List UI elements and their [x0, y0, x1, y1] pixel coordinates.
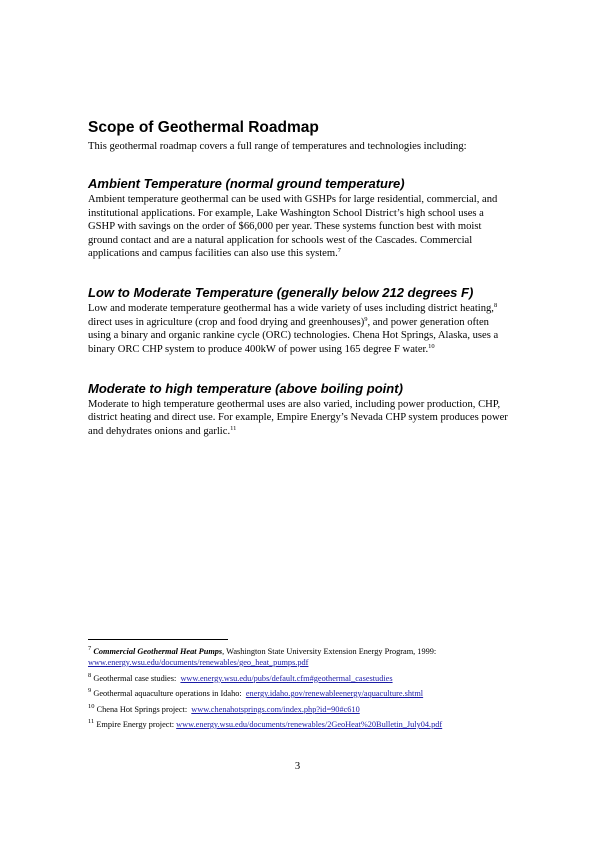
page-number: 3: [294, 761, 301, 772]
footnote-text: , Washington State University Extension Energy Program, 1999:: [222, 647, 437, 656]
footnote-link[interactable]: energy.idaho.gov/renewableenergy/aquaculture.shtml: [245, 689, 424, 698]
section-heading-moderate-high: Moderate to high temperature (above boiling point): [88, 381, 403, 397]
section-text: direct uses in agriculture (crop and food drying and greenhouses): [88, 316, 365, 328]
footnote-ref[interactable]: 8: [493, 302, 498, 310]
page-title: Scope of Geothermal Roadmap: [88, 119, 319, 136]
footnote-item: [88, 646, 518, 668]
section-body-low-moderate: [88, 302, 508, 356]
footnote-ref[interactable]: 11: [230, 424, 237, 432]
footnote-number: 7: [88, 645, 92, 652]
footnote-item: [88, 704, 518, 715]
main-content: [88, 119, 508, 438]
footnote-divider: [88, 639, 228, 640]
footnote-item: [88, 673, 518, 684]
footnote-ref[interactable]: 9: [364, 315, 368, 323]
section-text: Ambient temperature geothermal can be used with GSHPs for large residential, commercial, and institutional applications. For example, Lake Washington School District’s high school uses a GSHP with savings on the order of $66,000 per year. These systems function best with moist ground contact and are a natural application for schools west of the Cascades. Commercial applications and campus facilities can also use this system.: [88, 194, 498, 260]
footnote-number: 9: [88, 687, 92, 694]
section-text: Low and moderate temperature geothermal has a wide variety of uses including district heating,: [88, 303, 494, 315]
intro-paragraph: This geothermal roadmap covers a full range of temperatures and technologies including:: [88, 141, 467, 152]
footnote-text: Empire Energy project:: [96, 720, 175, 729]
footnote-text: Geothermal aquaculture operations in Idaho:: [93, 689, 242, 698]
footnote-number: 11: [88, 718, 95, 725]
footnote-item: [88, 719, 518, 730]
section-heading-low-moderate: Low to Moderate Temperature (generally below 212 degrees F): [88, 285, 474, 301]
footnote-link[interactable]: www.energy.wsu.edu/documents/renewables/geo_heat_pumps.pdf: [88, 658, 309, 667]
footnote-number: 10: [88, 702, 95, 710]
footnote-number: 8: [88, 671, 92, 679]
footnote-link[interactable]: www.chenahotsprings.com/index.php?id=90#c610: [191, 704, 360, 714]
section-body-moderate-high: [88, 398, 508, 438]
section-text: Moderate to high temperature geothermal uses are also varied, including power production, CHP, district heating and direct use. For example, Empire Energy’s Nevada CHP system produces power and dehydrates onions and garlic.: [88, 399, 508, 437]
section-heading-ambient: Ambient Temperature (normal ground temperature): [88, 176, 405, 192]
footnote-ref[interactable]: 10: [428, 342, 435, 350]
footnote-link[interactable]: www.energy.wsu.edu/pubs/default.cfm#geothermal_casestudies: [180, 673, 393, 683]
section-body-ambient: [88, 193, 508, 260]
footnote-item: [88, 688, 518, 699]
footnotes: [88, 646, 518, 735]
footnote-text: Chena Hot Springs project:: [96, 704, 188, 714]
footnote-link[interactable]: www.energy.wsu.edu/documents/renewables/2GeoHeat%20Bulletin_July04.pdf: [176, 720, 443, 729]
footnote-ref[interactable]: 7: [337, 247, 342, 255]
footnote-text: Geothermal case studies:: [93, 673, 177, 683]
section-text: , and power generation often using a binary and organic rankine cycle (ORC) technologies. Chena Hot Springs, Alaska, uses a binary ORC CHP system to produce 400kW of power using 165 degree F water.: [88, 316, 499, 355]
footnote-title: Commercial Geothermal Heat Pumps: [93, 647, 223, 656]
